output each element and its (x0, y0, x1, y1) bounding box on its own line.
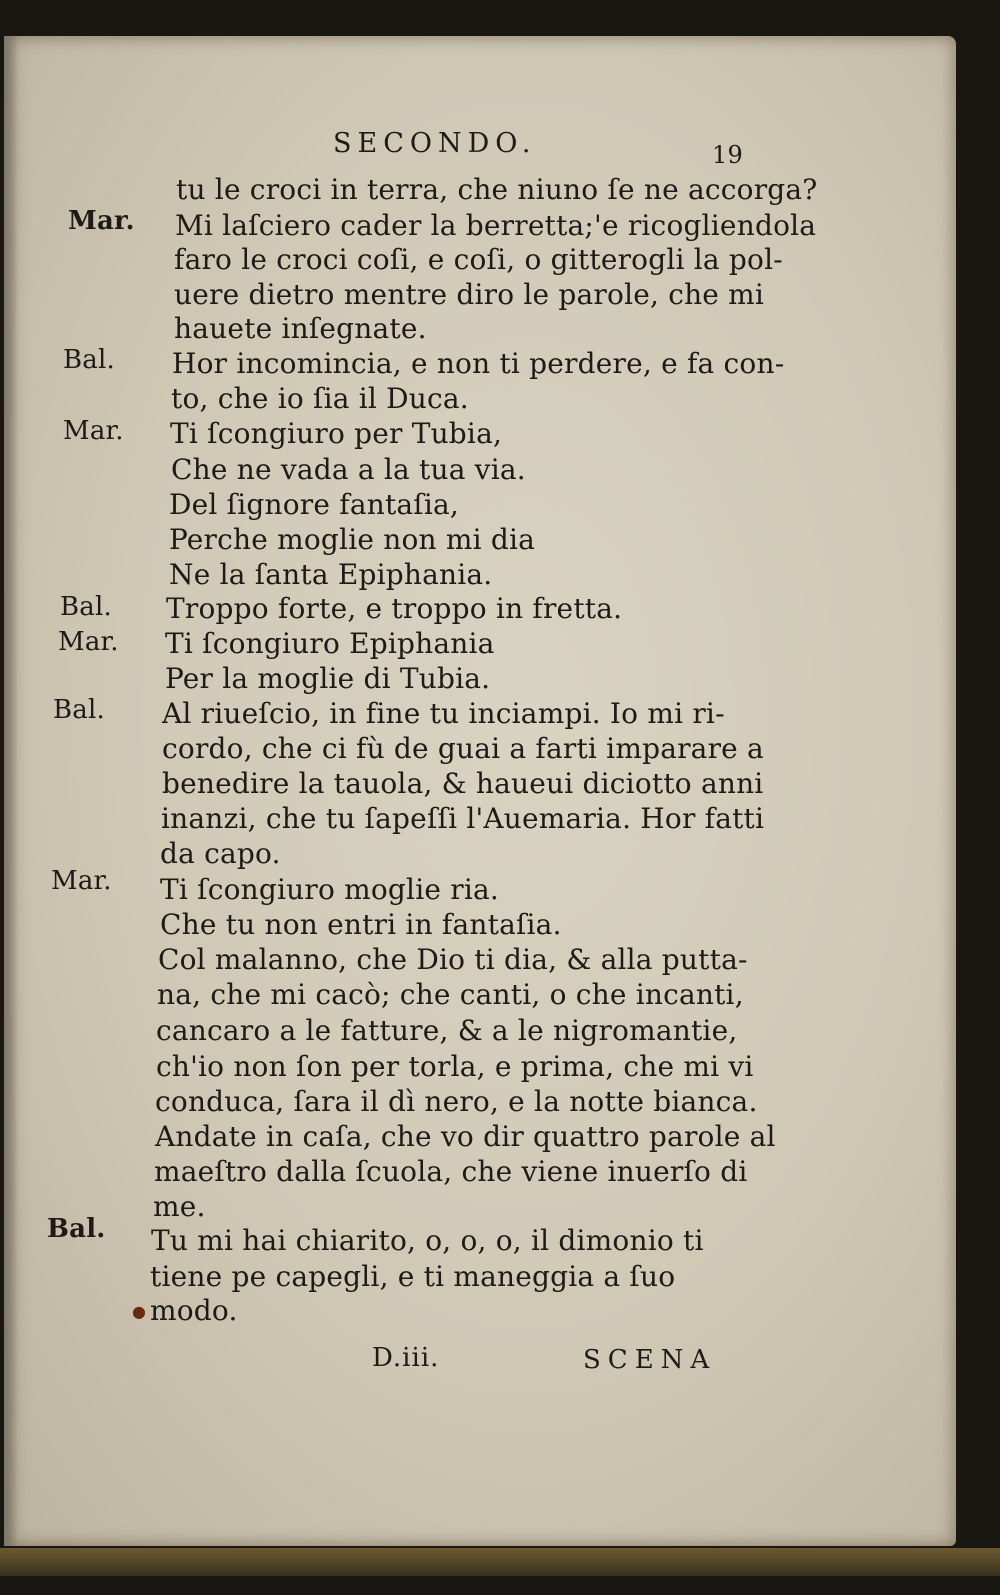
speaker-label: Mar. (51, 866, 112, 896)
text-line: Ti ſcongiuro per Tubia, (170, 417, 503, 450)
text-line: modo. (150, 1294, 238, 1327)
text-line: ch'io non ſon per torla, e prima, che mi vi (156, 1050, 754, 1083)
text-line: Che ne vada a la tua via. (171, 453, 526, 486)
text-line: Perche moglie non mi dia (169, 523, 536, 556)
speaker-label: Mar. (63, 416, 124, 446)
text-line: Ne la ſanta Epiphania. (169, 558, 493, 591)
text-line: conduca, ſara il dì nero, e la notte bianca. (155, 1085, 758, 1118)
page-bottom-edge (0, 1548, 1000, 1576)
speaker-label: Bal. (60, 592, 112, 622)
text-line: uere dietro mentre diro le parole, che mi (174, 278, 765, 311)
text-line: Andate in caſa, che vo dir quattro parole al (155, 1120, 776, 1153)
text-line: Che tu non entri in fantaſia. (160, 908, 562, 941)
text-line: da capo. (160, 837, 281, 870)
text-line: tu le croci in terra, che niuno ſe ne accorga? (176, 173, 818, 206)
text-line: cordo, che ci fù de guai a farti imparare a (162, 732, 764, 765)
text-line: Troppo forte, e troppo in fretta. (166, 592, 623, 625)
speaker-label: Mar. (58, 627, 119, 657)
text-line: Mi laſciero cader la berretta;'e ricogliendola (175, 209, 817, 242)
text-line: faro le croci coſi, e coſi, o gitterogli la pol- (174, 243, 783, 276)
text-line: na, che mi cacò; che canti, o che incanti, (157, 978, 744, 1011)
text-line: me. (153, 1190, 206, 1223)
text-line: Hor incomincia, e non ti perdere, e fa con- (172, 347, 785, 380)
text-line: Ti ſcongiuro moglie ria. (160, 873, 499, 906)
text-line: hauete inſegnate. (174, 312, 427, 345)
text-line: Per la moglie di Tubia. (165, 662, 491, 695)
text-line: Tu mi hai chiarito, o, o, o, il dimonio ti (151, 1224, 704, 1257)
running-title: SECONDO. (333, 128, 537, 159)
catchword: SCENA (583, 1345, 717, 1375)
text-line: inanzi, che tu ſapeſſi l'Auemaria. Hor fatti (161, 802, 765, 835)
text-line: Del ſignore fantaſia, (169, 488, 460, 521)
speaker-label: Bal. (47, 1214, 106, 1244)
page-number: 19 (712, 141, 743, 169)
speaker-label: Mar. (68, 206, 135, 236)
bullet-mark-icon: ● (132, 1302, 147, 1321)
speaker-label: Bal. (53, 695, 105, 725)
text-line: Al riueſcio, in fine tu inciampi. Io mi ri- (162, 697, 725, 730)
text-line: cancaro a le fatture, & a le nigromantie, (156, 1014, 738, 1047)
signature-mark: D.iii. (372, 1343, 440, 1373)
text-line: to, che io ſia il Duca. (171, 382, 469, 415)
text-line: maeſtro dalla ſcuola, che viene inuerſo di (154, 1155, 748, 1188)
text-line: tiene pe capegli, e ti maneggia a ſuo (150, 1260, 676, 1293)
speaker-label: Bal. (63, 345, 115, 375)
text-line: Ti ſcongiuro Epiphania (165, 627, 495, 660)
text-line: benedire la tauola, & haueui diciotto anni (162, 767, 764, 800)
text-line: Col malanno, che Dio ti dia, & alla putta- (158, 943, 748, 976)
page-gutter-shadow (4, 36, 18, 1546)
